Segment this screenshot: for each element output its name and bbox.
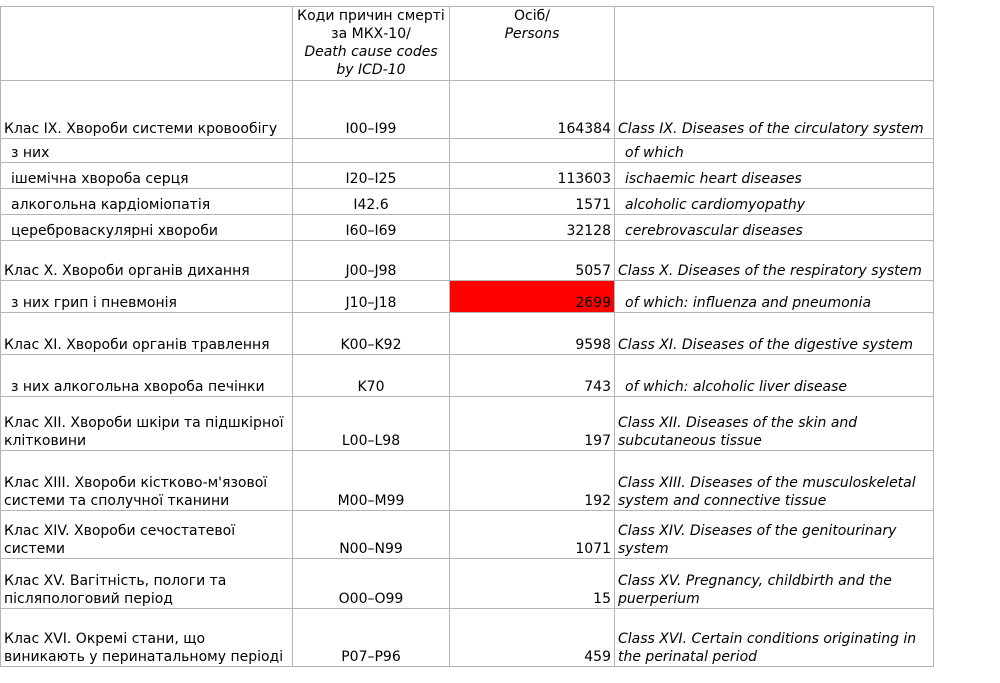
row-label-ua: Клас XV. Вагітність, пологи та післяпологовий період <box>1 559 293 609</box>
row-value: 743 <box>450 355 615 397</box>
table-row <box>1 189 999 215</box>
row-code: K70 <box>293 355 450 397</box>
row-value: 9598 <box>450 313 615 355</box>
table-row <box>1 511 999 559</box>
death-causes-table <box>0 6 998 667</box>
row-code: O00–O99 <box>293 559 450 609</box>
row-code: M00–M99 <box>293 451 450 511</box>
table-row <box>1 609 999 667</box>
row-label-en: alcoholic cardiomyopathy <box>615 189 934 215</box>
row-label-en: cerebrovascular diseases <box>615 215 934 241</box>
row-code: P07–P96 <box>293 609 450 667</box>
row-label-en: Class XVI. Certain conditions originating in the perinatal period <box>615 609 934 667</box>
row-label-en: Class XIV. Diseases of the genitourinary system <box>615 511 934 559</box>
row-value <box>450 139 615 163</box>
header-cell-empty-en <box>615 7 934 81</box>
row-value: 15 <box>450 559 615 609</box>
row-value: 113603 <box>450 163 615 189</box>
row-code: I60–I69 <box>293 215 450 241</box>
table-row <box>1 355 999 397</box>
table-row <box>1 215 999 241</box>
row-label-ua: Клас XIV. Хвороби сечостатевої системи <box>1 511 293 559</box>
row-code: I42.6 <box>293 189 450 215</box>
row-label-ua: Клас X. Хвороби органів дихання <box>1 241 293 281</box>
table-row <box>1 281 999 313</box>
table-row <box>1 451 999 511</box>
table-row <box>1 313 999 355</box>
row-label-ua: Клас XIII. Хвороби кістково-м'язової системи та сполучної тканини <box>1 451 293 511</box>
header-persons-ua: Осіб/ <box>514 8 550 24</box>
row-label-en: of which <box>615 139 934 163</box>
row-label-en: of which: influenza and pneumonia <box>615 281 934 313</box>
row-code: I00–I99 <box>293 81 450 139</box>
row-value: 5057 <box>450 241 615 281</box>
header-code-ua: Коди причин смерті за МКХ-10/ <box>297 8 445 42</box>
row-label-ua: з них алкогольна хвороба печінки <box>1 355 293 397</box>
table-row <box>1 163 999 189</box>
row-code <box>293 139 450 163</box>
row-code: I20–I25 <box>293 163 450 189</box>
header-cell-persons <box>450 7 615 81</box>
row-label-ua: ішемічна хвороба серця <box>1 163 293 189</box>
row-code: J10–J18 <box>293 281 450 313</box>
header-cell-code <box>293 7 450 81</box>
table-row <box>1 397 999 451</box>
table-row <box>1 139 999 163</box>
row-value: 197 <box>450 397 615 451</box>
row-label-ua: з них грип і пневмонія <box>1 281 293 313</box>
row-value: 192 <box>450 451 615 511</box>
header-row <box>1 7 999 81</box>
table-row <box>1 241 999 281</box>
row-label-ua: алкогольна кардіоміопатія <box>1 189 293 215</box>
table-row <box>1 81 999 139</box>
row-value: 459 <box>450 609 615 667</box>
row-value-highlighted: 2699 <box>450 281 615 313</box>
row-label-en: Class XIII. Diseases of the musculoskeletal system and connective tissue <box>615 451 934 511</box>
row-code: K00–K92 <box>293 313 450 355</box>
row-label-en: ischaemic heart diseases <box>615 163 934 189</box>
row-label-en: Class IX. Diseases of the circulatory system <box>615 81 934 139</box>
row-label-ua: Клас XII. Хвороби шкіри та підшкірної клітковини <box>1 397 293 451</box>
row-label-en: Class X. Diseases of the respiratory system <box>615 241 934 281</box>
row-value: 164384 <box>450 81 615 139</box>
row-label-en: Class XV. Pregnancy, childbirth and the puerperium <box>615 559 934 609</box>
header-cell-empty <box>1 7 293 81</box>
row-label-en: Class XII. Diseases of the skin and subcutaneous tissue <box>615 397 934 451</box>
row-code: J00–J98 <box>293 241 450 281</box>
row-value: 1571 <box>450 189 615 215</box>
row-label-ua: з них <box>1 139 293 163</box>
row-code: N00–N99 <box>293 511 450 559</box>
row-label-ua: цереброваскулярні хвороби <box>1 215 293 241</box>
row-label-en: of which: alcoholic liver disease <box>615 355 934 397</box>
row-value: 1071 <box>450 511 615 559</box>
row-label-ua: Клас IX. Хвороби системи кровообігу <box>1 81 293 139</box>
row-label-ua: Клас XVI. Окремі стани, що виникають у перинатальному періоді <box>1 609 293 667</box>
header-code-en: Death cause codes by ICD-10 <box>304 44 438 78</box>
row-value: 32128 <box>450 215 615 241</box>
row-code: L00–L98 <box>293 397 450 451</box>
row-label-en: Class XI. Diseases of the digestive system <box>615 313 934 355</box>
table-row <box>1 559 999 609</box>
header-persons-en: Persons <box>504 26 560 42</box>
row-label-ua: Клас XI. Хвороби органів травлення <box>1 313 293 355</box>
